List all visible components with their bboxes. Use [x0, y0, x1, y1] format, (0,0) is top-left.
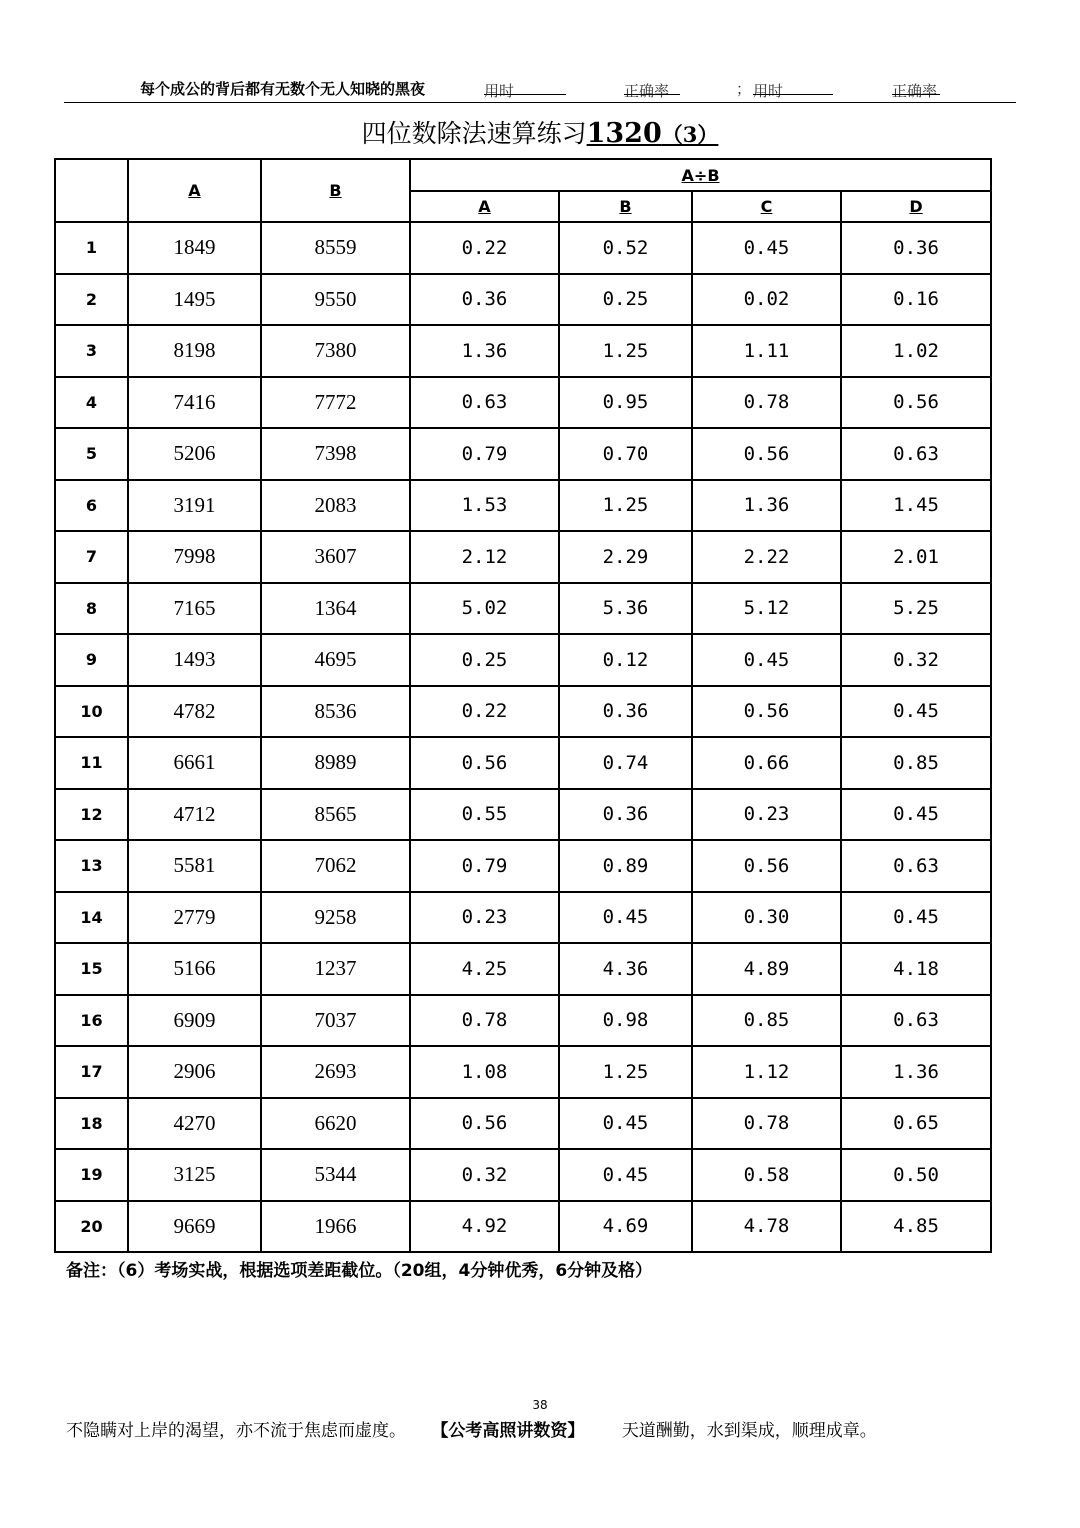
option-a-cell: 0.22 [410, 222, 559, 274]
row-index: 19 [55, 1149, 128, 1201]
option-d-cell: 2.01 [841, 531, 991, 583]
table-row [55, 480, 991, 532]
option-c-cell: 0.66 [692, 737, 841, 789]
footer [66, 1416, 877, 1441]
option-b-cell: 0.95 [559, 377, 692, 429]
option-c-cell: 1.12 [692, 1046, 841, 1098]
value-a-cell: 1849 [128, 222, 261, 274]
option-c-cell: 0.58 [692, 1149, 841, 1201]
time-blank-1[interactable] [484, 80, 566, 95]
option-a-cell: 0.25 [410, 634, 559, 686]
table-row [55, 1149, 991, 1201]
table-row [55, 789, 991, 841]
option-d-cell: 0.85 [841, 737, 991, 789]
exercise-table [54, 158, 992, 1253]
option-b-cell: 5.36 [559, 583, 692, 635]
option-a-cell: 5.02 [410, 583, 559, 635]
option-c-cell: 0.45 [692, 634, 841, 686]
table-row [55, 583, 991, 635]
option-d-cell: 0.45 [841, 686, 991, 738]
option-d-header: D [841, 191, 991, 222]
value-b-cell: 7380 [261, 325, 410, 377]
value-b-cell: 1966 [261, 1201, 410, 1253]
option-c-header: C [692, 191, 841, 222]
option-d-cell: 0.65 [841, 1098, 991, 1150]
option-d-cell: 0.56 [841, 377, 991, 429]
option-c-cell: 0.78 [692, 377, 841, 429]
row-index: 16 [55, 995, 128, 1047]
option-c-cell: 2.22 [692, 531, 841, 583]
page-number: 38 [532, 1398, 548, 1412]
option-c-cell: 0.02 [692, 274, 841, 326]
table-row [55, 995, 991, 1047]
option-b-cell: 0.45 [559, 1098, 692, 1150]
value-a-cell: 1495 [128, 274, 261, 326]
option-b-header: B [559, 191, 692, 222]
option-b-cell: 0.70 [559, 428, 692, 480]
division-group-header: A÷B [410, 159, 991, 191]
header-motto: 每个成公的背后都有无数个无人知晓的黑夜 [140, 80, 426, 98]
option-b-cell: 4.36 [559, 943, 692, 995]
option-a-cell: 0.79 [410, 840, 559, 892]
option-a-header: A [410, 191, 559, 222]
option-b-cell: 0.36 [559, 686, 692, 738]
header-bar [64, 76, 1016, 103]
value-a-cell: 5581 [128, 840, 261, 892]
title-number: 1320 [586, 118, 662, 149]
option-a-cell: 0.78 [410, 995, 559, 1047]
option-b-cell: 0.45 [559, 1149, 692, 1201]
value-a-cell: 5166 [128, 943, 261, 995]
option-b-cell: 0.36 [559, 789, 692, 841]
value-a-cell: 7998 [128, 531, 261, 583]
row-index: 6 [55, 480, 128, 532]
option-d-cell: 0.45 [841, 789, 991, 841]
value-a-cell: 2779 [128, 892, 261, 944]
option-d-cell: 1.02 [841, 325, 991, 377]
value-b-cell: 8536 [261, 686, 410, 738]
time-label-1: 用时 [484, 82, 515, 100]
option-b-cell: 0.45 [559, 892, 692, 944]
option-a-cell: 0.23 [410, 892, 559, 944]
option-d-cell: 0.45 [841, 892, 991, 944]
option-d-cell: 0.16 [841, 274, 991, 326]
option-b-cell: 1.25 [559, 1046, 692, 1098]
option-a-cell: 0.36 [410, 274, 559, 326]
value-a-cell: 7416 [128, 377, 261, 429]
option-d-cell: 0.36 [841, 222, 991, 274]
value-a-cell: 1493 [128, 634, 261, 686]
option-b-cell: 0.52 [559, 222, 692, 274]
option-a-cell: 0.56 [410, 737, 559, 789]
option-d-cell: 4.18 [841, 943, 991, 995]
option-a-cell: 0.32 [410, 1149, 559, 1201]
table-row [55, 531, 991, 583]
option-c-cell: 4.78 [692, 1201, 841, 1253]
accuracy-blank-2[interactable] [892, 80, 940, 95]
option-a-cell: 0.55 [410, 789, 559, 841]
table-row [55, 634, 991, 686]
option-b-cell: 0.89 [559, 840, 692, 892]
page-title [0, 114, 1080, 150]
option-b-cell: 4.69 [559, 1201, 692, 1253]
accuracy-label-1: 正确率 [624, 82, 670, 100]
option-a-cell: 0.56 [410, 1098, 559, 1150]
option-a-cell: 0.63 [410, 377, 559, 429]
footer-brand: 【公考高照讲数资】 [431, 1421, 585, 1441]
option-c-cell: 1.11 [692, 325, 841, 377]
row-index: 13 [55, 840, 128, 892]
option-b-cell: 1.25 [559, 480, 692, 532]
option-c-cell: 5.12 [692, 583, 841, 635]
option-a-cell: 0.22 [410, 686, 559, 738]
value-b-cell: 7037 [261, 995, 410, 1047]
accuracy-blank-1[interactable] [624, 80, 680, 95]
option-a-cell: 4.25 [410, 943, 559, 995]
table-row [55, 428, 991, 480]
option-d-cell: 0.63 [841, 840, 991, 892]
option-d-cell: 1.45 [841, 480, 991, 532]
accuracy-label-2: 正确率 [892, 82, 938, 100]
option-d-cell: 0.63 [841, 428, 991, 480]
option-d-cell: 1.36 [841, 1046, 991, 1098]
option-b-cell: 2.29 [559, 531, 692, 583]
value-b-cell: 2693 [261, 1046, 410, 1098]
row-index: 11 [55, 737, 128, 789]
row-index: 20 [55, 1201, 128, 1253]
option-b-cell: 0.74 [559, 737, 692, 789]
option-b-cell: 0.98 [559, 995, 692, 1047]
option-c-cell: 0.78 [692, 1098, 841, 1150]
option-b-cell: 0.25 [559, 274, 692, 326]
separator: ； [736, 80, 752, 98]
row-index: 1 [55, 222, 128, 274]
option-c-cell: 0.56 [692, 840, 841, 892]
value-a-cell: 6661 [128, 737, 261, 789]
value-a-cell: 2906 [128, 1046, 261, 1098]
value-b-cell: 8565 [261, 789, 410, 841]
option-d-cell: 0.63 [841, 995, 991, 1047]
table-row [55, 840, 991, 892]
row-index: 8 [55, 583, 128, 635]
row-index: 18 [55, 1098, 128, 1150]
column-a-header: A [128, 159, 261, 222]
row-index: 5 [55, 428, 128, 480]
table-row [55, 1098, 991, 1150]
option-c-cell: 0.45 [692, 222, 841, 274]
row-index: 10 [55, 686, 128, 738]
option-d-cell: 5.25 [841, 583, 991, 635]
value-b-cell: 7062 [261, 840, 410, 892]
value-b-cell: 7772 [261, 377, 410, 429]
option-d-cell: 0.50 [841, 1149, 991, 1201]
value-b-cell: 4695 [261, 634, 410, 686]
row-index: 14 [55, 892, 128, 944]
value-b-cell: 9258 [261, 892, 410, 944]
option-c-cell: 4.89 [692, 943, 841, 995]
row-index: 2 [55, 274, 128, 326]
option-a-cell: 2.12 [410, 531, 559, 583]
title-suffix: （3） [661, 122, 719, 147]
value-a-cell: 7165 [128, 583, 261, 635]
value-a-cell: 3191 [128, 480, 261, 532]
option-c-cell: 0.56 [692, 686, 841, 738]
option-c-cell: 0.30 [692, 892, 841, 944]
value-b-cell: 8559 [261, 222, 410, 274]
row-index: 4 [55, 377, 128, 429]
option-a-cell: 4.92 [410, 1201, 559, 1253]
option-b-cell: 0.12 [559, 634, 692, 686]
table-row [55, 943, 991, 995]
table-row [55, 892, 991, 944]
option-c-cell: 1.36 [692, 480, 841, 532]
value-a-cell: 4712 [128, 789, 261, 841]
row-index: 15 [55, 943, 128, 995]
row-index: 12 [55, 789, 128, 841]
option-d-cell: 0.32 [841, 634, 991, 686]
title-text: 四位数除法速算练习 [361, 119, 587, 148]
row-index: 7 [55, 531, 128, 583]
value-b-cell: 3607 [261, 531, 410, 583]
option-a-cell: 1.36 [410, 325, 559, 377]
time-blank-2[interactable] [753, 80, 833, 95]
row-index: 3 [55, 325, 128, 377]
option-b-cell: 1.25 [559, 325, 692, 377]
value-b-cell: 1237 [261, 943, 410, 995]
option-a-cell: 1.53 [410, 480, 559, 532]
table-row [55, 325, 991, 377]
value-a-cell: 6909 [128, 995, 261, 1047]
footer-right-text: 天道酬勤，水到渠成，顺理成章。 [621, 1421, 877, 1441]
table-row [55, 686, 991, 738]
table-row [55, 377, 991, 429]
value-b-cell: 1364 [261, 583, 410, 635]
value-a-cell: 4782 [128, 686, 261, 738]
footer-left-text: 不隐瞒对上岸的渴望，亦不流于焦虑而虚度。 [66, 1421, 406, 1441]
option-a-cell: 1.08 [410, 1046, 559, 1098]
column-b-header: B [261, 159, 410, 222]
table-row [55, 737, 991, 789]
table-row [55, 1201, 991, 1253]
option-c-cell: 0.23 [692, 789, 841, 841]
value-b-cell: 6620 [261, 1098, 410, 1150]
index-header [55, 159, 128, 222]
row-index: 9 [55, 634, 128, 686]
option-c-cell: 0.85 [692, 995, 841, 1047]
value-b-cell: 7398 [261, 428, 410, 480]
option-a-cell: 0.79 [410, 428, 559, 480]
table-row [55, 1046, 991, 1098]
value-b-cell: 9550 [261, 274, 410, 326]
value-b-cell: 8989 [261, 737, 410, 789]
time-label-2: 用时 [753, 82, 784, 100]
value-b-cell: 2083 [261, 480, 410, 532]
value-b-cell: 5344 [261, 1149, 410, 1201]
option-c-cell: 0.56 [692, 428, 841, 480]
value-a-cell: 3125 [128, 1149, 261, 1201]
footnote: 备注：（6）考场实战，根据选项差距截位。（20组，4分钟优秀，6分钟及格） [66, 1261, 653, 1281]
table-row [55, 222, 991, 274]
value-a-cell: 5206 [128, 428, 261, 480]
value-a-cell: 9669 [128, 1201, 261, 1253]
table-row [55, 274, 991, 326]
option-d-cell: 4.85 [841, 1201, 991, 1253]
row-index: 17 [55, 1046, 128, 1098]
value-a-cell: 4270 [128, 1098, 261, 1150]
value-a-cell: 8198 [128, 325, 261, 377]
